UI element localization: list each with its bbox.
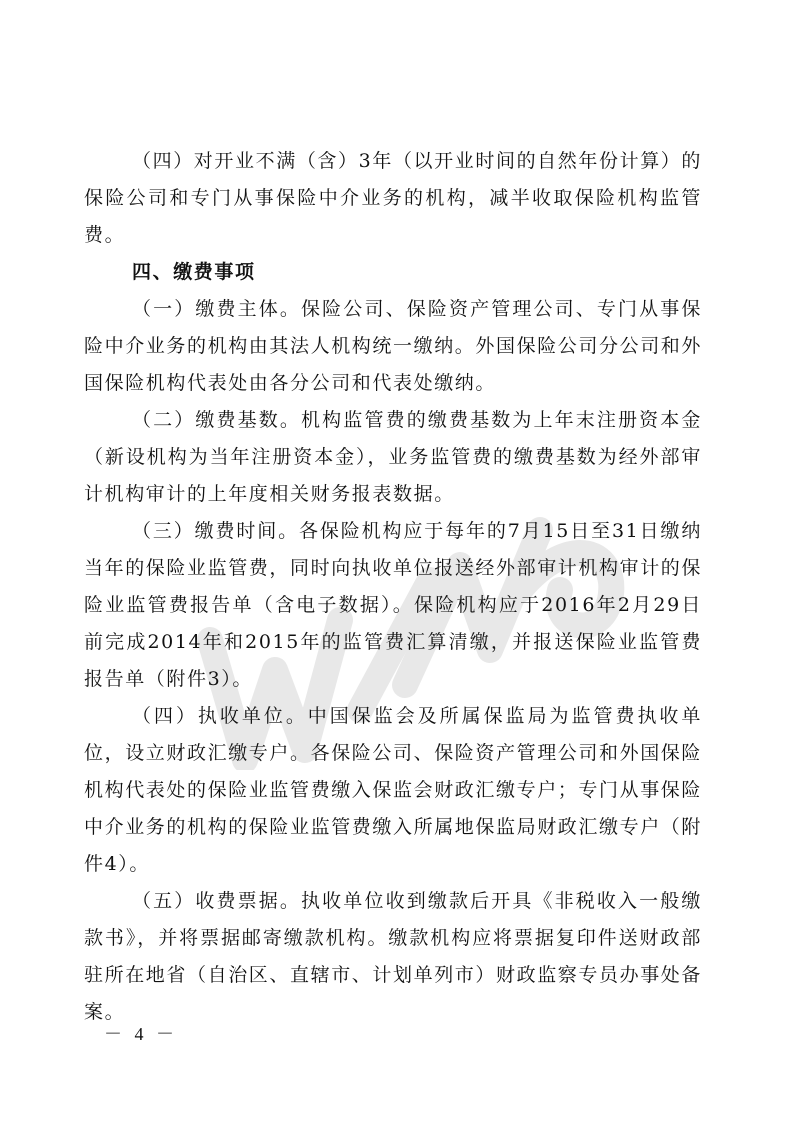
paragraph-fee-receipts: （五）收费票据。执收单位收到缴款后开具《非税收入一般缴款书》，并将票据邮寄缴款机构。缴款机构应将票据复印件送财政部驻所在地省（自治区、直辖市、计划单列市）财政监察专员办事处备案。 [84,890,703,1023]
paragraph-reduction-rule: （四）对开业不满（含）3年（以开业时间的自然年份计算）的保险公司和专门从事保险中介业务的机构，减半收取保险机构监管费。 [84,150,702,246]
section-heading-payment-matters: 四、缴费事项 [132,261,256,283]
paragraph-payment-base: （二）缴费基数。机构监管费的缴费基数为上年末注册资本金（新设机构为当年注册资本金），业务监管费的缴费基数为经外部审计机构审计的上年度相关财务报表数据。 [84,409,702,505]
document-body [84,143,702,1031]
paragraph-payment-time: （三）缴费时间。各保险机构应于每年的7月15日至31日缴纳当年的保险业监管费，同时向执收单位报送经外部审计机构审计的保险业监管费报告单（含电子数据）。保险机构应于2016年2月29日前完成2014年和2015年的监管费汇算清缴，并报送保险业监管费报告单（附件3）。 [84,520,703,690]
paragraph-payment-subject: （一）缴费主体。保险公司、保险资产管理公司、专门从事保险中介业务的机构由其法人机构统一缴纳。外国保险公司分公司和外国保险机构代表处由各分公司和代表处缴纳。 [84,298,703,394]
paragraph-collection-unit: （四）执收单位。中国保监会及所属保监局为监管费执收单位，设立财政汇缴专户。各保险公司、保险资产管理公司和外国保险机构代表处的保险业监管费缴入保监会财政汇缴专户；专门从事保险中介业务的机构的保险业监管费缴入所属地保监局财政汇缴专户（附件4）。 [84,705,703,875]
page-number: － 4 － [104,1024,178,1044]
